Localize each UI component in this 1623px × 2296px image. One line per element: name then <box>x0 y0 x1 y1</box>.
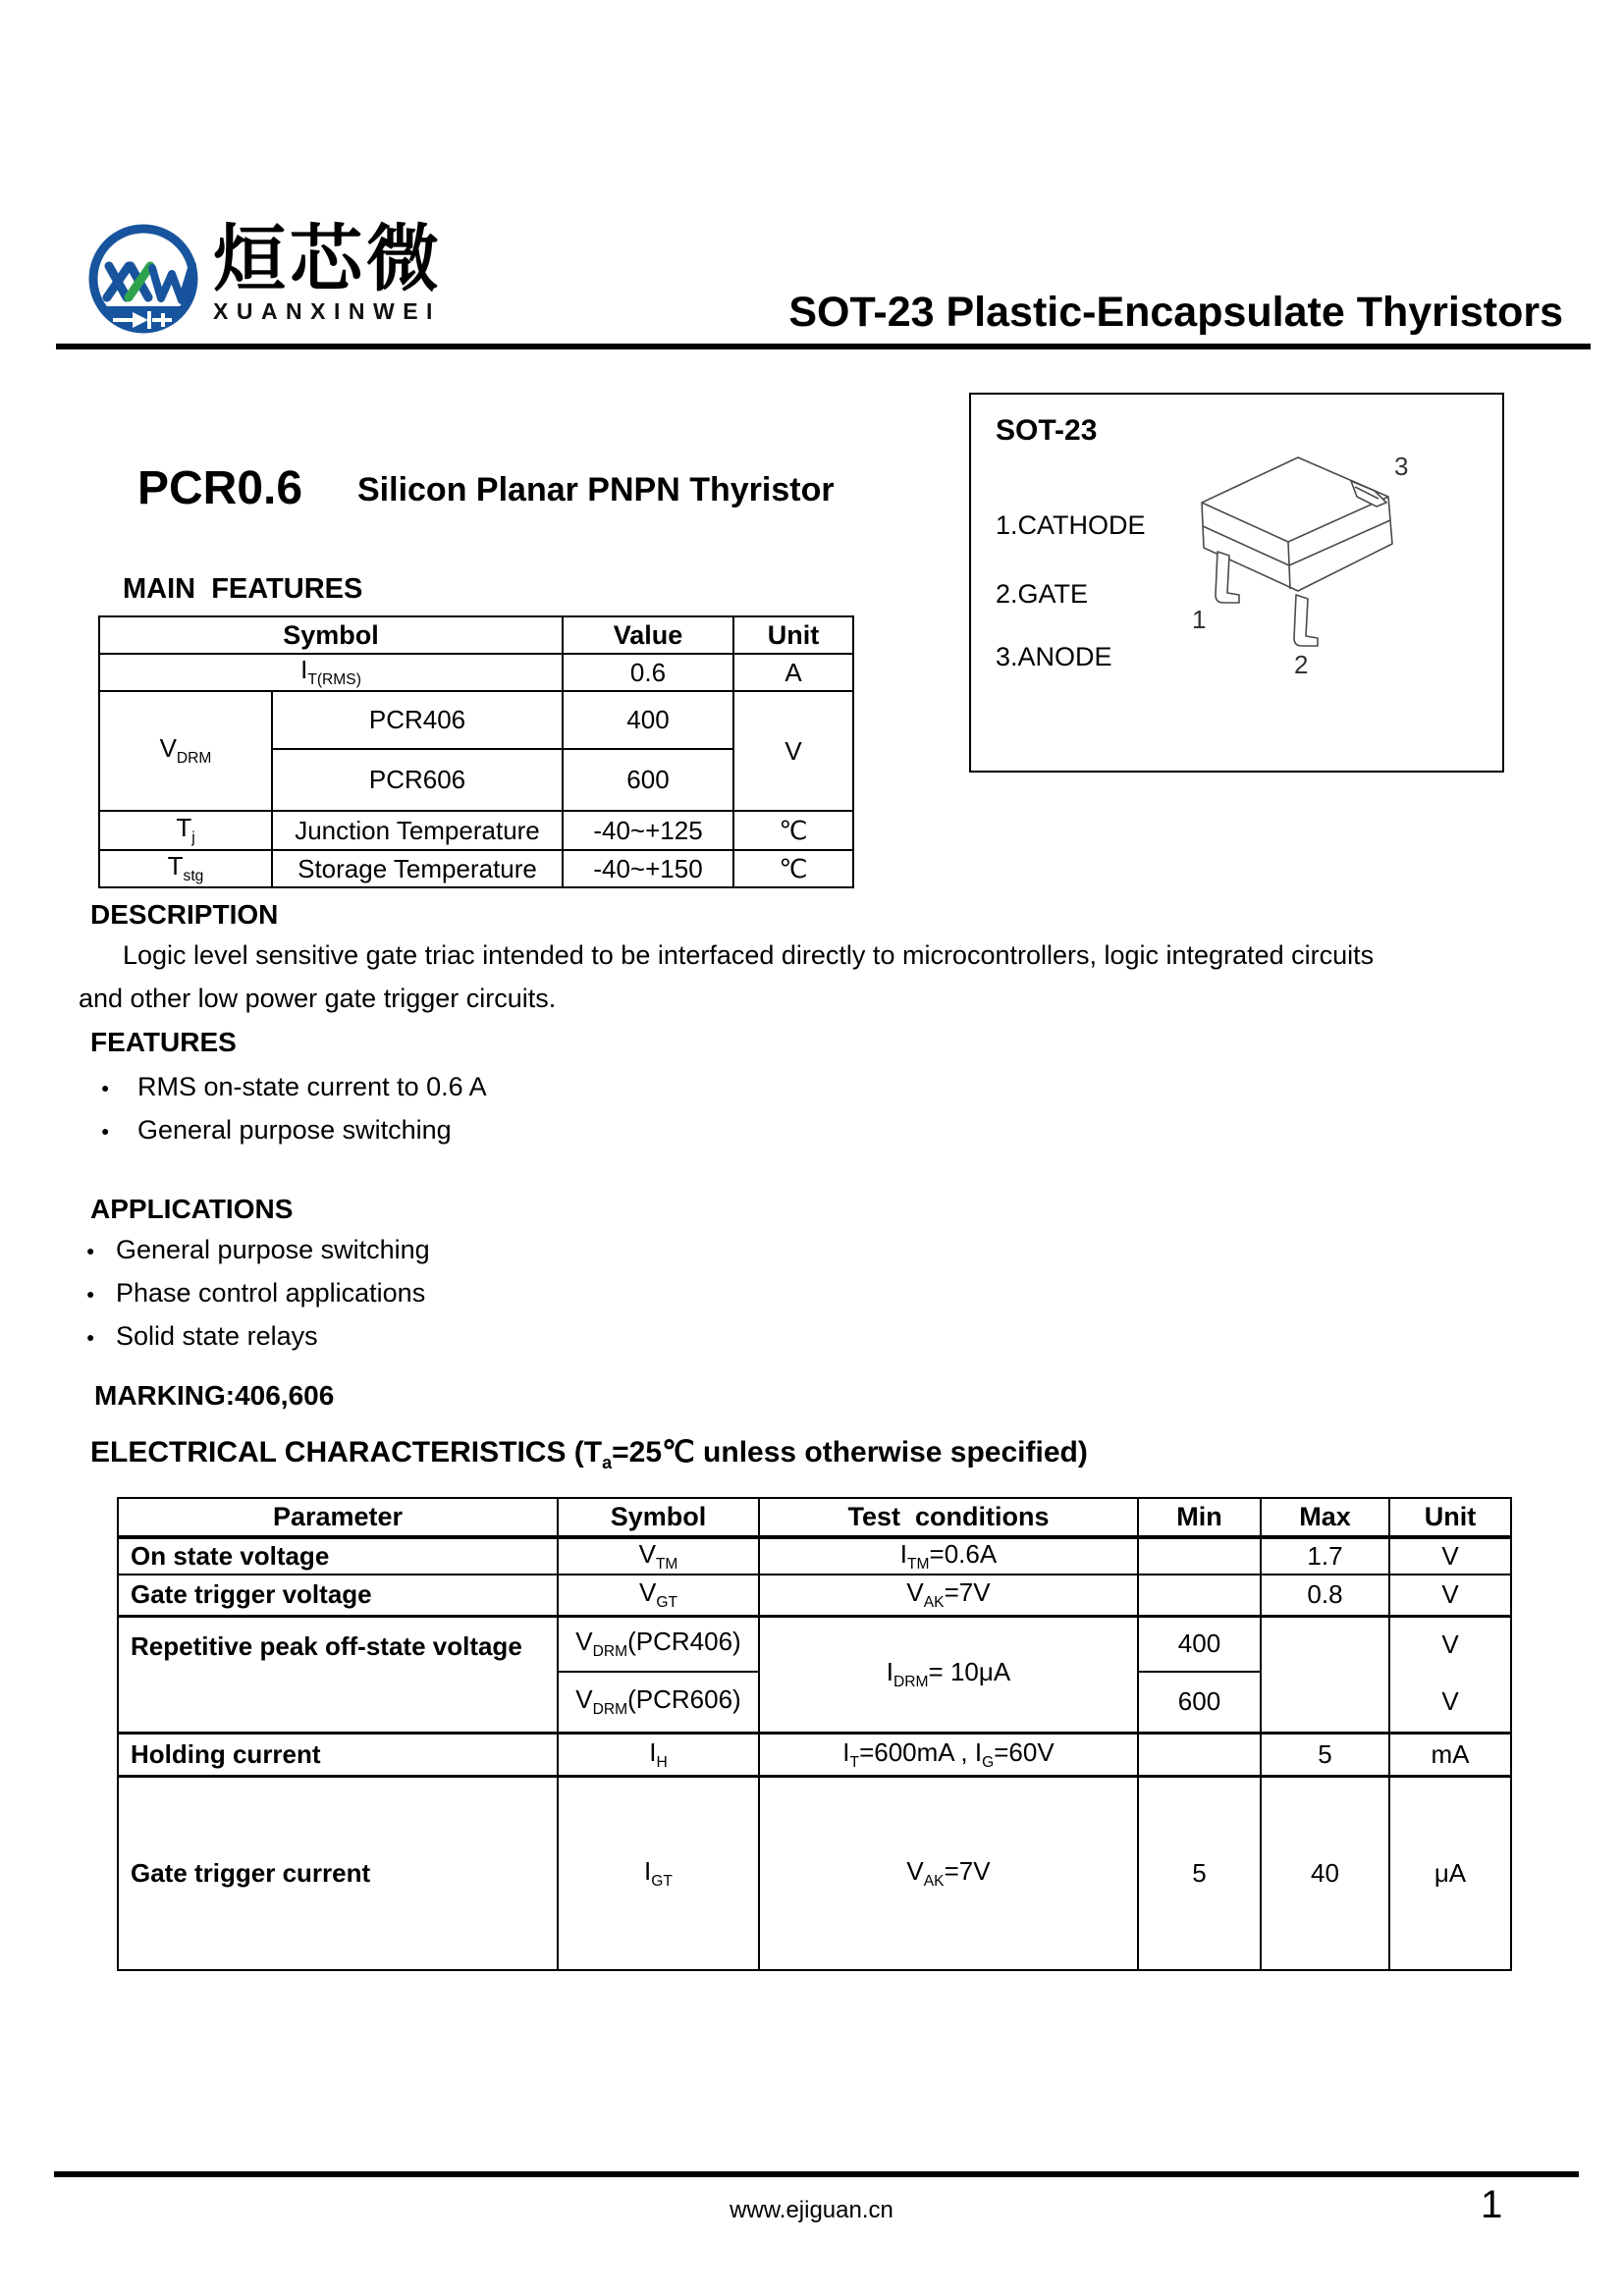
description-text-line1: Logic level sensitive gate triac intended to be interfaced directly to microcontrollers, logic integrated circuits <box>123 940 1375 970</box>
label-tstg: Storage Temperature <box>272 850 563 887</box>
table-row <box>99 616 853 654</box>
pin-number-2: 2 <box>1294 650 1309 679</box>
pin-label-anode: 3.ANODE <box>996 642 1112 671</box>
document-title: SOT-23 Plastic-Encapsulate Thyristors <box>788 289 1563 336</box>
main-features-table <box>98 615 854 888</box>
table-row <box>99 691 853 749</box>
max-gate-trigger-voltage: 0.8 <box>1261 1575 1389 1616</box>
column-header-min: Min <box>1138 1498 1261 1537</box>
column-header-value: Value <box>563 616 733 654</box>
column-header-test-conditions: Test conditions <box>759 1498 1138 1537</box>
symbol-tstg: $T_{stg}$ <box>99 850 272 887</box>
table-row <box>118 1498 1511 1537</box>
column-header-unit: Unit <box>1389 1498 1511 1537</box>
symbol-vdrm-pcr606: $V_{DRM}(PCR606)$ <box>558 1672 759 1734</box>
min-on-state <box>1138 1537 1261 1575</box>
bullet-icon: ● <box>86 1242 95 1258</box>
list-item <box>86 1235 430 1265</box>
max-holding: 5 <box>1261 1733 1389 1776</box>
pin-number-1: 1 <box>1192 605 1207 634</box>
feature-text: RMS on-state current to 0.6 A <box>137 1072 487 1101</box>
electrical-characteristics-heading: ELECTRICAL CHARACTERISTICS ($T_a=25℃$ unless otherwise specified) <box>90 1436 1088 1472</box>
value-pcr406: 400 <box>563 691 733 749</box>
symbol-igt: $I_{GT}$ <box>558 1776 759 1970</box>
pin-number-3: 3 <box>1394 452 1409 481</box>
min-holding <box>1138 1733 1261 1776</box>
column-header-max: Max <box>1261 1498 1389 1537</box>
unit-tj: ℃ <box>733 811 853 850</box>
bullet-icon: ● <box>101 1079 110 1095</box>
value-it-rms: 0.6 <box>563 654 733 691</box>
sot23-package-drawing <box>1141 446 1435 691</box>
table-row <box>118 1575 1511 1616</box>
application-text: Phase control applications <box>116 1278 426 1308</box>
unit-it-rms: A <box>733 654 853 691</box>
max-repetitive <box>1261 1616 1389 1733</box>
marking-note: MARKING:406,606 <box>94 1380 335 1411</box>
package-name: SOT-23 <box>996 414 1098 447</box>
variant-pcr606: PCR606 <box>272 749 563 811</box>
table-row <box>118 1733 1511 1776</box>
param-gate-trigger-voltage: Gate trigger voltage <box>118 1575 558 1616</box>
column-header-parameter: Parameter <box>118 1498 558 1537</box>
value-tj: -40~+125 <box>563 811 733 850</box>
unit-repetitive <box>1389 1616 1511 1733</box>
pin-label-gate: 2.GATE <box>996 579 1089 609</box>
symbol-tj: $T_j$ <box>99 811 272 850</box>
unit-gate-trigger-voltage: V <box>1389 1575 1511 1616</box>
max-on-state: 1.7 <box>1261 1537 1389 1575</box>
main-features-heading: MAIN FEATURES <box>123 573 363 605</box>
table-row <box>99 811 853 850</box>
cond-gate-trigger-current: $V_{AK}=7V$ <box>759 1776 1138 1970</box>
unit-pcr406: V <box>1441 1629 1459 1659</box>
description-text-line2: and other low power gate trigger circuits. <box>79 984 557 1013</box>
header-rule <box>56 344 1591 349</box>
unit-gate-trigger-current: μA <box>1389 1776 1511 1970</box>
unit-tstg: ℃ <box>733 850 853 887</box>
bullet-icon: ● <box>86 1328 95 1345</box>
table-row <box>118 1537 1511 1575</box>
symbol-vdrm-pcr406: $V_{DRM}(PCR406)$ <box>558 1616 759 1671</box>
list-item <box>101 1072 487 1102</box>
column-header-unit: Unit <box>733 616 853 654</box>
part-number: PCR0.6 <box>137 462 303 514</box>
footer-rule <box>54 2171 1579 2177</box>
symbol-vtm: $V_{TM}$ <box>558 1537 759 1575</box>
param-gate-trigger-current: Gate trigger current <box>118 1776 558 1970</box>
cond-gate-trigger-voltage: $V_{AK}=7V$ <box>759 1575 1138 1616</box>
cond-repetitive: $I_{DRM}= 10\mu A$ <box>759 1616 1138 1733</box>
min-gate-trigger-current: 5 <box>1138 1776 1261 1970</box>
bullet-icon: ● <box>101 1122 110 1139</box>
min-pcr606: 600 <box>1138 1672 1261 1734</box>
symbol-it-rms: $I_{T(RMS)}$ <box>99 654 563 691</box>
package-outline-box <box>969 393 1504 773</box>
value-tstg: -40~+150 <box>563 850 733 887</box>
symbol-vgt: $V_{GT}$ <box>558 1575 759 1616</box>
electrical-characteristics-table <box>117 1497 1512 1971</box>
table-row <box>99 850 853 887</box>
min-pcr406: 400 <box>1138 1616 1261 1671</box>
applications-heading: APPLICATIONS <box>90 1194 294 1224</box>
unit-holding: mA <box>1389 1733 1511 1776</box>
bullet-icon: ● <box>86 1285 95 1302</box>
list-item <box>86 1278 425 1308</box>
column-header-symbol: Symbol <box>558 1498 759 1537</box>
application-text: Solid state relays <box>116 1321 318 1351</box>
features-heading: FEATURES <box>90 1027 237 1057</box>
symbol-vdrm: $V_{DRM}$ <box>99 691 272 811</box>
symbol-ih: $I_H$ <box>558 1733 759 1776</box>
max-gate-trigger-current: 40 <box>1261 1776 1389 1970</box>
feature-text: General purpose switching <box>137 1115 452 1145</box>
logo-mark-icon <box>83 222 203 340</box>
label-tj: Junction Temperature <box>272 811 563 850</box>
page-number: 1 <box>1481 2183 1503 2226</box>
list-item <box>101 1115 452 1146</box>
table-row <box>118 1616 1511 1671</box>
cond-on-state: $I_{TM}=0.6A$ <box>759 1537 1138 1575</box>
unit-pcr606: V <box>1441 1685 1459 1716</box>
company-name-latin: XUANXINWEI <box>213 298 441 324</box>
param-holding-current: Holding current <box>118 1733 558 1776</box>
unit-vdrm: V <box>733 691 853 811</box>
footer-website: www.ejiguan.cn <box>730 2197 893 2223</box>
param-repetitive-peak-off-state-voltage: Repetitive peak off-state voltage <box>118 1616 558 1733</box>
part-subtitle: Silicon Planar PNPN Thyristor <box>357 471 835 508</box>
description-heading: DESCRIPTION <box>90 899 279 930</box>
pin-label-cathode: 1.CATHODE <box>996 510 1146 540</box>
column-header-symbol: Symbol <box>99 616 563 654</box>
list-item <box>86 1321 318 1352</box>
unit-on-state: V <box>1389 1537 1511 1575</box>
company-name-cjk: 烜芯微 <box>213 218 443 299</box>
cond-holding: $I_T=600mA$ , $I_G=60V$ <box>759 1733 1138 1776</box>
table-row <box>99 654 853 691</box>
company-logo <box>83 218 443 340</box>
application-text: General purpose switching <box>116 1235 430 1264</box>
min-gate-trigger-voltage <box>1138 1575 1261 1616</box>
param-on-state-voltage: On state voltage <box>118 1537 558 1575</box>
value-pcr606: 600 <box>563 749 733 811</box>
variant-pcr406: PCR406 <box>272 691 563 749</box>
table-row <box>118 1776 1511 1970</box>
